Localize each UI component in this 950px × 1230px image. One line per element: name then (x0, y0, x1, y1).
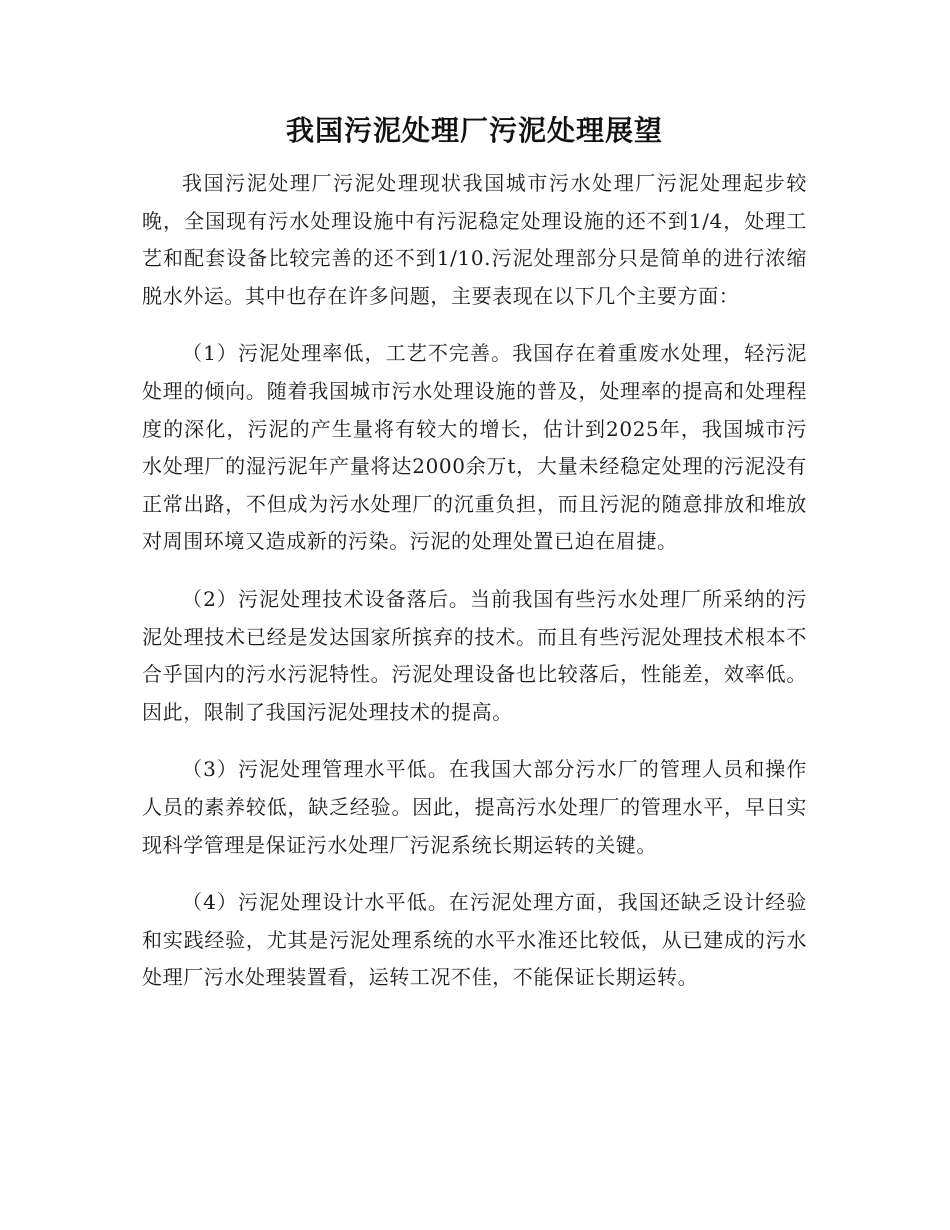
paragraph-intro: 我国污泥处理厂污泥处理现状我国城市污水处理厂污泥处理起步较晚，全国现有污水处理设施中有污泥稳定处理设施的还不到1/4，处理工艺和配套设备比较完善的还不到1/10.污泥处理部分只是简单的进行浓缩脱水外运。其中也存在许多问题，主要表现在以下几个主要方面： (142, 171, 807, 308)
document-body (142, 108, 807, 1017)
document-title: 我国污泥处理厂污泥处理展望 (285, 114, 663, 147)
paragraph-point-3: （3）污泥处理管理水平低。在我国大部分污水厂的管理人员和操作人员的素养较低，缺乏经验。因此，提高污水处理厂的管理水平，早日实现科学管理是保证污水处理厂污泥系统长期运转的关键。 (142, 757, 807, 857)
paragraph-point-1: （1）污泥处理率低，工艺不完善。我国存在着重废水处理，轻污泥处理的倾向。随着我国城市污水处理设施的普及，处理率的提高和处理程度的深化，污泥的产生量将有较大的增长，估计到2025年，我国城市污水处理厂的湿污泥年产量将达2000余万t，大量未经稳定处理的污泥没有正常出路，不但成为污水处理厂的沉重负担，而且污泥的随意排放和堆放对周围环境又造成新的污染。污泥的处理处置已迫在眉捷。 (142, 341, 807, 554)
paragraph-point-2: （2）污泥处理技术设备落后。当前我国有些污水处理厂所采纳的污泥处理技术已经是发达国家所摈弃的技术。而且有些污泥处理技术根本不合乎国内的污水污泥特性。污泥处理设备也比较落后，性能差，效率低。因此，限制了我国污泥处理技术的提高。 (142, 586, 807, 724)
paragraph-point-4: （4）污泥处理设计水平低。在污泥处理方面，我国还缺乏设计经验和实践经验，尤其是污泥处理系统的水平水准还比较低，从已建成的污水处理厂污水处理装置看，运转工况不佳，不能保证长期运转。 (142, 890, 807, 990)
